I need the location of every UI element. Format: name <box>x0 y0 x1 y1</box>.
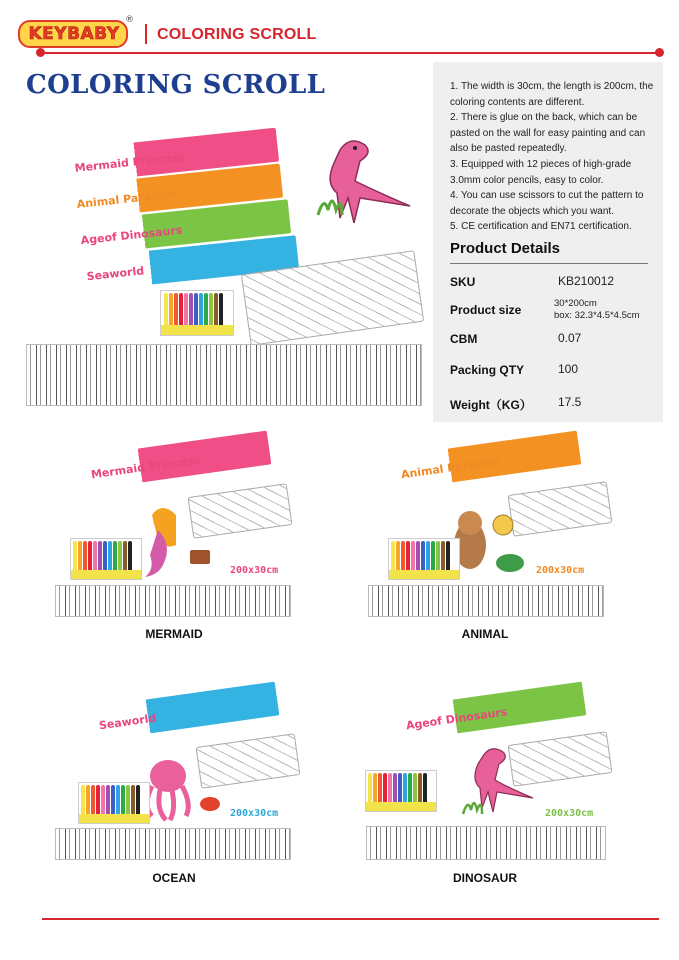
variant-strip <box>366 826 606 860</box>
spec-label: Weight（KG） <box>450 398 532 412</box>
variant-size-label: 200x30cm <box>230 565 279 576</box>
hero-coloring-strip <box>26 344 422 406</box>
variant-box <box>67 682 280 745</box>
box-mermaid-label: Mermaid Princess <box>74 150 186 175</box>
feature-item: 5. CE certification and EN71 certification. <box>450 221 632 233</box>
variant-box-label: Ageof Dinosaurs <box>405 705 509 733</box>
variant-pencils <box>391 541 450 571</box>
variant-box <box>59 431 272 494</box>
feature-list <box>450 79 660 235</box>
variant-pencils <box>73 541 132 571</box>
product-details-title: Product Details <box>450 240 561 257</box>
spec-value: KB210012 <box>558 274 615 288</box>
variant-pencils <box>81 785 140 815</box>
mermaid-illustration-icon <box>138 505 218 580</box>
variant-strip <box>55 585 291 617</box>
footer-rule <box>42 918 659 920</box>
variant-size-label: 200x30cm <box>545 808 594 819</box>
feature-item: 1. The width is 30cm, the length is 200cm, the coloring contents are different. <box>450 81 654 108</box>
registered-mark: ® <box>125 15 134 25</box>
dinosaur-variant-illustration-icon <box>455 742 535 822</box>
variant-pencil-pack <box>78 782 150 824</box>
spec-label: Product size <box>450 303 522 317</box>
logo-text: KEYBABY <box>28 24 120 44</box>
variant-size-label: 200x30cm <box>230 808 279 819</box>
spec-value-box: box: 32.3*4.5*4.5cm <box>554 310 640 321</box>
spec-value: 17.5 <box>558 395 582 409</box>
feature-item: 4. You can use scissors to cut the pattern to decorate the objects which you want. <box>450 190 644 217</box>
octopus-illustration-icon <box>138 756 228 826</box>
spec-row-sku <box>450 271 660 293</box>
spec-label: SKU <box>450 275 476 289</box>
box-dinosaur-label: Ageof Dinosaurs <box>80 223 183 248</box>
variant-strip <box>55 828 291 860</box>
variant-strip <box>368 585 604 617</box>
variant-caption: OCEAN <box>152 871 196 885</box>
variant-pencils <box>368 773 427 803</box>
hero-pencil-pack <box>160 290 234 336</box>
animal-illustration-icon <box>448 505 528 580</box>
spec-value: 100 <box>558 362 579 376</box>
spec-row-packing-qty <box>450 359 660 381</box>
spec-row-cbm <box>450 328 660 350</box>
variant-size-label: 200x30cm <box>536 565 585 576</box>
variant-box <box>369 431 582 494</box>
variant-pencil-pack <box>365 770 437 812</box>
details-divider <box>450 263 648 264</box>
spec-row-weight <box>450 392 660 414</box>
variant-box-label: Seaworld <box>98 711 158 733</box>
feature-item: 2. There is glue on the back, which can be pasted on the wall for easy painting and can also be pasted repeatedly. <box>450 112 646 155</box>
box-animal-label: Animal Paradise <box>76 187 178 211</box>
box-ocean-label: Seaworld <box>86 264 145 284</box>
variant-pencil-pack <box>388 538 460 580</box>
header-divider <box>145 24 147 44</box>
spec-label: CBM <box>450 332 478 346</box>
spec-label: Packing QTY <box>450 363 525 377</box>
spec-value: 0.07 <box>558 331 582 345</box>
header-rule <box>42 52 659 54</box>
variant-caption: ANIMAL <box>461 627 509 641</box>
variant-caption: MERMAID <box>145 627 203 641</box>
keybaby-logo <box>18 18 130 50</box>
variant-pencil-pack <box>70 538 142 580</box>
hero-pencils <box>164 293 223 325</box>
spec-row-product-size <box>450 298 660 324</box>
page-header <box>0 0 679 60</box>
spec-panel <box>433 62 663 422</box>
dinosaur-illustration-icon <box>300 130 415 230</box>
variant-box-label: Mermaid Princess <box>90 453 202 482</box>
feature-item: 3. Equipped with 12 pieces of high-grade 3.0mm color pencils, easy to color. <box>450 158 632 186</box>
variant-caption: DINOSAUR <box>452 871 517 885</box>
spec-value: 30*200cm <box>554 298 597 309</box>
header-right-dot <box>655 48 664 57</box>
variant-box <box>374 682 587 745</box>
variant-box-label: Animal Paradise <box>400 454 502 482</box>
page-title: COLORING SCROLL <box>26 70 326 100</box>
header-title: COLORING SCROLL <box>157 26 317 43</box>
